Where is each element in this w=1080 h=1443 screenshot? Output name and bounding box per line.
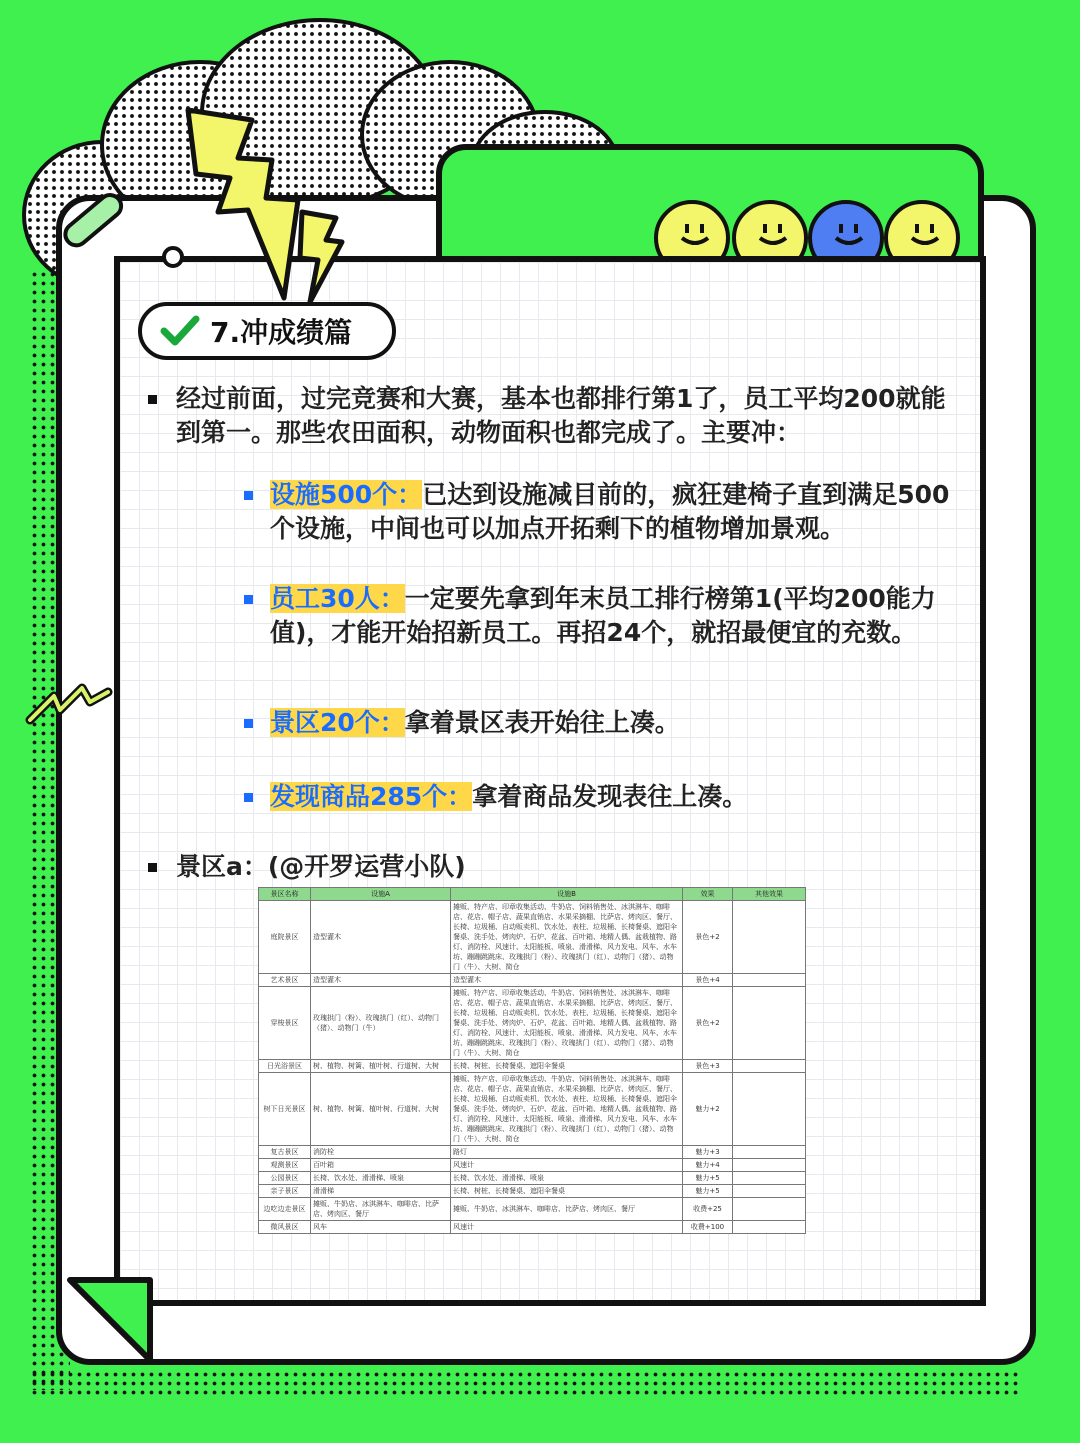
table-cell: 造型灌木 — [451, 974, 683, 987]
table-cell — [733, 901, 806, 974]
table-cell — [733, 1073, 806, 1146]
bullet-marker — [148, 395, 157, 404]
table-cell: 树、植物、树篱、植叶树、行道树、大树 — [311, 1073, 451, 1146]
scenic-section-title: 景区a：(@开罗运营小队) — [176, 852, 466, 881]
check-icon — [160, 313, 200, 349]
table-cell: 收费+25 — [683, 1198, 733, 1221]
table-cell: 滑滑梯 — [311, 1185, 451, 1198]
table-cell — [733, 1060, 806, 1073]
table-body — [259, 901, 806, 1234]
table-cell: 魅力+5 — [683, 1185, 733, 1198]
table-cell: 日光浴景区 — [259, 1060, 311, 1073]
table-cell — [733, 987, 806, 1060]
table-cell: 魅力+3 — [683, 1146, 733, 1159]
table-row — [259, 1060, 806, 1073]
table-cell: 公园景区 — [259, 1172, 311, 1185]
scenic-section-bullet — [148, 850, 948, 884]
table-cell: 魅力+4 — [683, 1159, 733, 1172]
table-cell: 摊贩、牛奶店、冰淇淋车、咖啡店、比萨店、烤肉区、餐厅 — [311, 1198, 451, 1221]
table-cell: 百叶箱 — [311, 1159, 451, 1172]
scenic-table — [258, 887, 806, 1234]
table-cell: 长椅、树桩、长椅餐桌、遮阳伞餐桌 — [451, 1185, 683, 1198]
table-cell: 长椅、饮水处、滑滑梯、喷泉 — [451, 1172, 683, 1185]
table-cell: 路灯 — [451, 1146, 683, 1159]
table-header-cell: 设施A — [311, 888, 451, 901]
halftone-dots-bottom — [30, 1370, 1020, 1398]
goal-label: 发现商品285个： — [270, 782, 473, 811]
table-header-cell: 景区名称 — [259, 888, 311, 901]
goal-item — [244, 582, 954, 650]
table-cell: 造型灌木 — [311, 974, 451, 987]
table-cell — [733, 1221, 806, 1234]
table-row — [259, 987, 806, 1060]
folded-corner — [60, 1270, 160, 1370]
table-cell: 摊贩、特产店、印章收集活动、牛奶店、饲料销售处、冰淇淋车、咖啡店、花店、帽子店、蔬果直销店、水果采摘棚、比萨店、烤肉区、餐厅、长椅、垃圾桶、自动贩卖机、饮水处、表柱、垃圾桶、长椅餐桌、遮阳伞餐桌、洗手处、烤肉炉、石炉、花盆、百叶箱、地精人偶、盆栽植物、路灯、消防栓、风速计、太阳能板、喷泉、滑滑梯、风力发电、风车、水车坊、蹦蹦跳跳床、玫瑰拱门（粉）、玫瑰拱门（红）、动物门（猪）、动物门（牛）、大树、简仓 — [451, 987, 683, 1060]
table-header-cell: 设施B — [451, 888, 683, 901]
table-cell: 玫瑰拱门（粉）、玫瑰拱门（红）、动物门（猪）、动物门（牛） — [311, 987, 451, 1060]
table-cell: 摊贩、特产店、印章收集活动、牛奶店、饲料销售处、冰淇淋车、咖啡店、花店、帽子店、蔬果直销店、水果采摘棚、比萨店、烤肉区、餐厅、长椅、垃圾桶、自动贩卖机、饮水处、表柱、垃圾桶、长椅餐桌、遮阳伞餐桌、洗手处、烤肉炉、石炉、花盆、百叶箱、地精人偶、盆栽植物、路灯、消防栓、风速计、太阳能板、喷泉、滑滑梯、风力发电、风车、水车坊、蹦蹦跳跳床、玫瑰拱门（粉）、玫瑰拱门（红）、动物门（猪）、动物门（牛）、大树、简仓 — [451, 901, 683, 974]
table-cell: 风车 — [311, 1221, 451, 1234]
intro-text: 经过前面，过完竞赛和大赛，基本也都排行第1了，员工平均200就能到第一。那些农田面积，动物面积也都完成了。主要冲： — [176, 384, 946, 447]
goal-text: 拿着景区表开始往上凑。 — [404, 708, 680, 737]
section-heading — [138, 302, 396, 360]
table-cell: 长椅、树桩、长椅餐桌、遮阳伞餐桌 — [451, 1060, 683, 1073]
section-title: 7.冲成绩篇 — [210, 316, 353, 349]
table-row — [259, 1159, 806, 1172]
lightning-icon — [160, 100, 360, 310]
bullet-marker — [244, 793, 253, 802]
table-cell: 消防栓 — [311, 1146, 451, 1159]
table-cell: 微风景区 — [259, 1221, 311, 1234]
table-cell: 亲子景区 — [259, 1185, 311, 1198]
bullet-marker — [244, 491, 253, 500]
goal-text: 一定要先拿到年末员工排行榜第1(平均200能力值)，才能开始招新员工。再招24个，就招最便宜的充数。 — [270, 584, 936, 647]
table-cell — [733, 1185, 806, 1198]
table-row — [259, 901, 806, 974]
table-cell — [733, 1159, 806, 1172]
table-cell: 魅力+2 — [683, 1073, 733, 1146]
table-cell: 艺术景区 — [259, 974, 311, 987]
bullet-marker — [244, 595, 253, 604]
goal-text: 拿着商品发现表往上凑。 — [472, 782, 748, 811]
bullet-marker — [148, 863, 157, 872]
table-row — [259, 1185, 806, 1198]
table-cell: 边吃边走景区 — [259, 1198, 311, 1221]
table-cell — [733, 1146, 806, 1159]
goal-label: 员工30人： — [270, 584, 405, 613]
table-cell: 造型灌木 — [311, 901, 451, 974]
goal-label: 景区20个： — [270, 708, 405, 737]
goal-label: 设施500个： — [270, 480, 423, 509]
table-header-row — [259, 888, 806, 901]
table-cell: 景色+2 — [683, 987, 733, 1060]
table-cell: 观测景区 — [259, 1159, 311, 1172]
table-header-cell: 效果 — [683, 888, 733, 901]
table-row — [259, 1172, 806, 1185]
pill-decoration — [58, 188, 128, 258]
table-row — [259, 1146, 806, 1159]
table-cell: 庭院景区 — [259, 901, 311, 974]
table-cell: 树下日光景区 — [259, 1073, 311, 1146]
table-cell: 风速计 — [451, 1159, 683, 1172]
zigzag-decoration — [24, 680, 114, 730]
table-cell: 收費+100 — [683, 1221, 733, 1234]
goal-item — [244, 478, 954, 546]
bullet-marker — [244, 719, 253, 728]
table-cell — [733, 974, 806, 987]
intro-bullet — [148, 382, 948, 450]
table-cell: 风速计 — [451, 1221, 683, 1234]
table-row — [259, 974, 806, 987]
table-cell: 长椅、饮水处、滑滑梯、喷泉 — [311, 1172, 451, 1185]
table-row — [259, 1198, 806, 1221]
table-cell: 摊贩、特产店、印章收集活动、牛奶店、饲料销售处、冰淇淋车、咖啡店、花店、帽子店、蔬果直销店、水果采摘棚、比萨店、烤肉区、餐厅、长椅、垃圾桶、自动贩卖机、饮水处、表柱、垃圾桶、长椅餐桌、遮阳伞餐桌、洗手处、烤肉炉、石炉、花盆、百叶箱、地精人偶、盆栽植物、路灯、消防栓、风速计、太阳能板、喷泉、滑滑梯、风力发电、风车、水车坊、蹦蹦跳跳床、玫瑰拱门（粉）、玫瑰拱门（红）、动物门（猪）、动物门（牛）、大树、简仓 — [451, 1073, 683, 1146]
table-cell: 复古景区 — [259, 1146, 311, 1159]
goal-item — [244, 706, 954, 740]
table-cell: 摊贩、牛奶店、冰淇淋车、咖啡店、比萨店、烤肉区、餐厅 — [451, 1198, 683, 1221]
goal-item — [244, 780, 954, 814]
goal-text: 已达到设施减目前的，疯狂建椅子直到满足500个设施，中间也可以加点开拓剩下的植物增加景观。 — [270, 480, 950, 543]
table-row — [259, 1073, 806, 1146]
table-cell: 景色+4 — [683, 974, 733, 987]
table-row — [259, 1221, 806, 1234]
table-cell: 魅力+5 — [683, 1172, 733, 1185]
table-cell: 树、植物、树篱、植叶树、行道树、大树 — [311, 1060, 451, 1073]
table-cell: 景色+2 — [683, 901, 733, 974]
table-cell — [733, 1172, 806, 1185]
table-cell: 景色+3 — [683, 1060, 733, 1073]
table-header-cell: 其他效果 — [733, 888, 806, 901]
table-cell — [733, 1198, 806, 1221]
table-cell: 穿梭景区 — [259, 987, 311, 1060]
